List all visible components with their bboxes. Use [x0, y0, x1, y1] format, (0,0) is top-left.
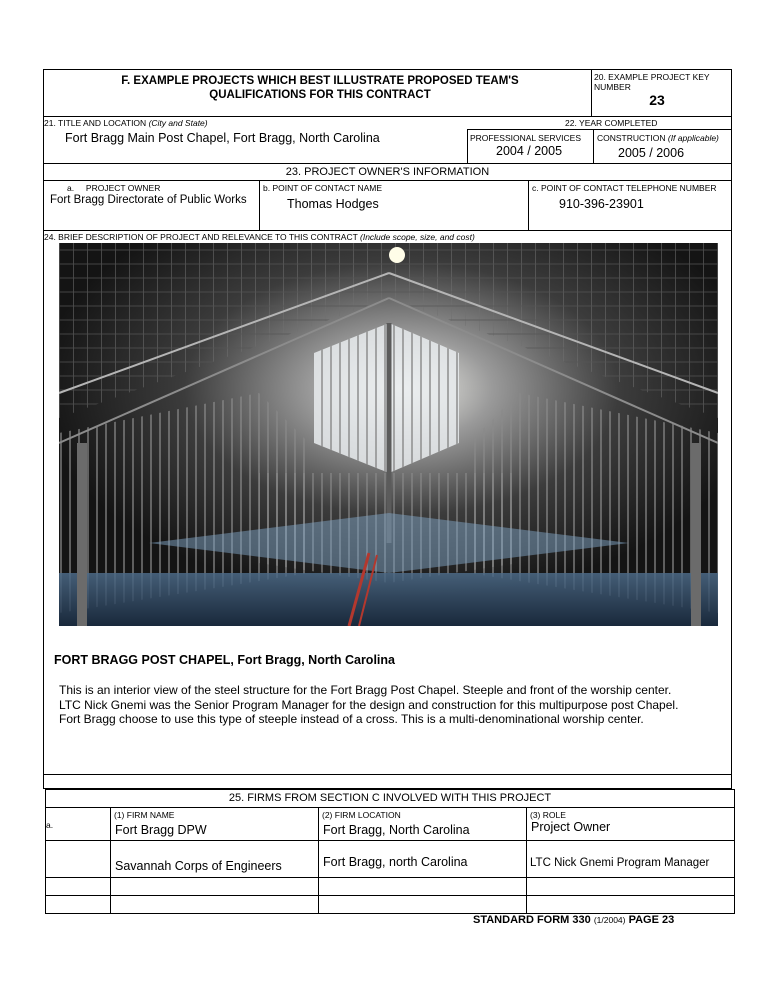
- header-divider: [591, 69, 592, 117]
- firm-1-name: Fort Bragg DPW: [115, 823, 207, 837]
- construction-value: 2005 / 2006: [618, 146, 685, 160]
- photo-heading: FORT BRAGG POST CHAPEL, Fort Bragg, North Carolina: [54, 653, 395, 667]
- firm-1-location: Fort Bragg, North Carolina: [323, 823, 470, 837]
- firm-row-letter: a.: [46, 820, 54, 830]
- form-footer: STANDARD FORM 330 (1/2004) PAGE 23: [473, 914, 675, 926]
- professional-services-label: PROFESSIONAL SERVICES: [470, 133, 582, 143]
- section-f-title: F. EXAMPLE PROJECTS WHICH BEST ILLUSTRATE PROPOSED TEAM'S QUALIFICATIONS FOR THIS CONTRACT: [121, 75, 519, 101]
- firm-2-name: Savannah Corps of Engineers: [115, 859, 282, 873]
- contact-phone-value: 910-396-23901: [559, 197, 644, 211]
- professional-services-value: 2004 / 2005: [496, 144, 563, 158]
- firm-2-location: Fort Bragg, north Carolina: [323, 855, 468, 869]
- owner-info-title: 23. PROJECT OWNER'S INFORMATION: [285, 166, 490, 178]
- project-owner-label: a. PROJECT OWNER: [67, 183, 161, 193]
- project-key-label: 20. EXAMPLE PROJECT KEY NUMBER: [594, 72, 710, 92]
- contact-name-label: b. POINT OF CONTACT NAME: [263, 183, 383, 193]
- col-firm-name: (1) FIRM NAME: [114, 810, 175, 820]
- title-location-value: Fort Bragg Main Post Chapel, Fort Bragg, North Carolina: [65, 131, 380, 145]
- project-owner-value: Fort Bragg Directorate of Public Works: [50, 194, 247, 206]
- project-key-number: 23: [649, 92, 665, 108]
- chapel-steel-structure-photo: [59, 243, 718, 626]
- construction-label: CONSTRUCTION (If applicable): [597, 133, 719, 143]
- firm-1-role: Project Owner: [531, 820, 611, 834]
- firm-2-role: LTC Nick Gnemi Program Manager: [530, 857, 710, 869]
- description-text: This is an interior view of the steel structure for the Fort Bragg Post Chapel. Steeple and front of the worship center. LTC Nick Gnemi was the Senior Program Manager for the design and construction for this multipurpose post Chapel. Fort Bragg choose to use this type of steeple instead of a cross. This is a multi-denominational worship center.: [59, 683, 679, 726]
- year-completed-label: 22. YEAR COMPLETED: [565, 118, 658, 128]
- contact-phone-label: c. POINT OF CONTACT TELEPHONE NUMBER: [532, 183, 717, 193]
- contact-name-value: Thomas Hodges: [287, 197, 379, 211]
- firms-section-title: 25. FIRMS FROM SECTION C INVOLVED WITH THIS PROJECT: [228, 792, 552, 804]
- col-firm-location: (2) FIRM LOCATION: [322, 810, 401, 820]
- description-label: 24. BRIEF DESCRIPTION OF PROJECT AND RELEVANCE TO THIS CONTRACT (Include scope, size, and cost): [44, 232, 475, 242]
- title-location-label: 21. TITLE AND LOCATION (City and State): [44, 118, 208, 128]
- col-role: (3) ROLE: [530, 810, 566, 820]
